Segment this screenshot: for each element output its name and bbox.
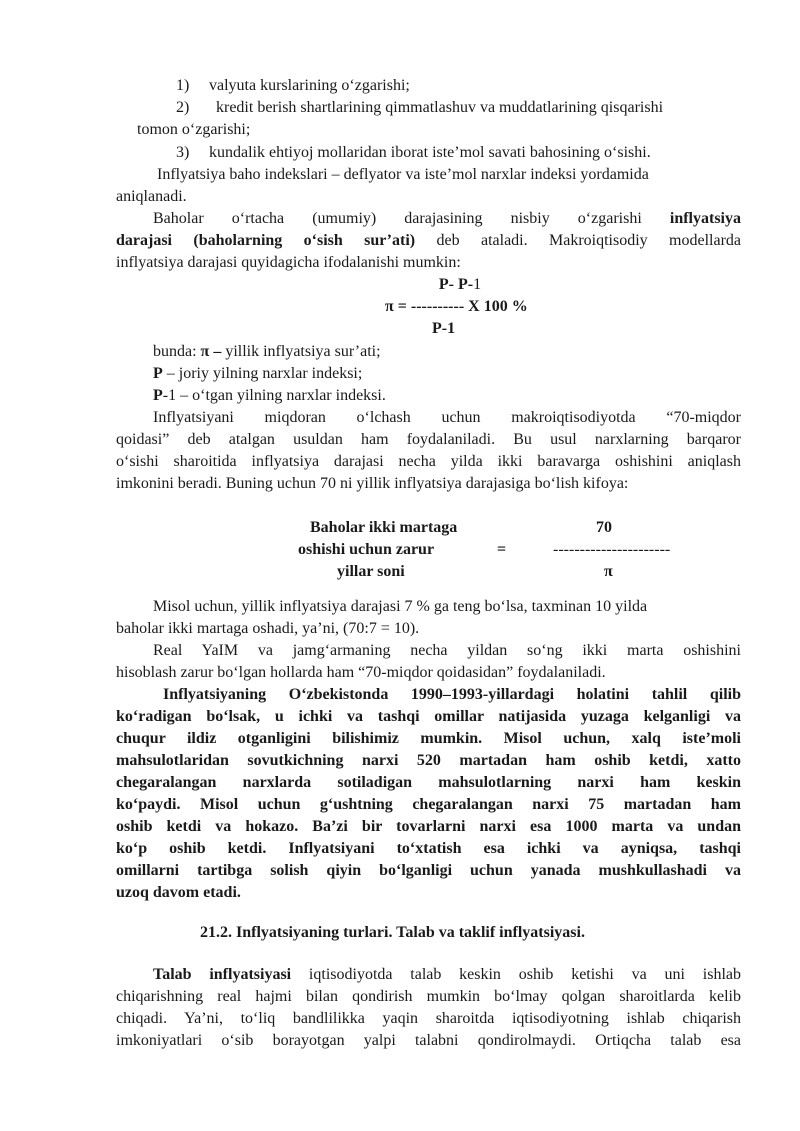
paragraph-3-line-3: o‘sishi sharoitida inflyatsiya darajasi necha yilda ikki baravarga oshishini aniqlash [116, 453, 741, 470]
list-item-2-number: 2) [176, 99, 190, 116]
paragraph-2-text: Baholar o‘rtacha (umumiy) darajasining nisbiy o‘zgarishi [153, 210, 670, 227]
list-item-1-number: 1) [176, 77, 190, 94]
paragraph-3-line-4: imkonini beradi. Buning uchun 70 ni yillik inflyatsiya darajasiga bo‘lish kifoya: [116, 475, 629, 492]
paragraph-6-line-2: ko‘radigan bo‘lsak, u ichki va tashqi omillar natijasida yuzaga kelganligi va [116, 708, 741, 725]
formula-2-fraction-line: ---------------------- [553, 541, 671, 558]
paragraph-7-line-1 [153, 964, 741, 986]
paragraph-1-line-2: aniqlanadi. [116, 188, 187, 205]
list-item-1-text: valyuta kurslarining o‘zgarishi; [209, 77, 410, 94]
paragraph-6-line-1: Inflyatsiyaning O‘zbekistonda 1990–1993-yillardagi holatini tahlil qilib [163, 686, 741, 703]
inflation-rate-term: darajasi (baholarning o‘sish sur’ati) [116, 232, 416, 249]
formula-1-numerator-bold: P- P- [438, 276, 474, 293]
p-1-symbol: P [153, 387, 163, 404]
definition-p-1-text: -1 – o‘tgan yilning narxlar indeksi. [162, 387, 386, 404]
paragraph-6-line-9: omillarni tartibga solish qiyin bo‘lganligi uchun yanada mushkullashadi va [116, 862, 741, 879]
paragraph-5-line-2: hisoblash zarur bo‘lgan hollarda ham “70-miqdor qoidasidan” foydalaniladi. [116, 664, 606, 681]
formula-2-left-line-2: oshishi uchun zarur [298, 541, 435, 558]
paragraph-7-text: iqtisodiyotda talab keskin oshib ketishi va uni ishlab [291, 966, 741, 983]
paragraph-2-line-1 [153, 208, 741, 230]
list-item-3-text: kundalik ehtiyoj mollaridan iborat iste’mol savati bahosining o‘sishi. [209, 144, 651, 161]
list-item-3-number: 3) [176, 144, 190, 161]
paragraph-6-line-4: mahsulotlaridan sovutkichning narxi 520 martadan ham oshib ketdi, xatto [116, 752, 741, 769]
paragraph-2-line-2 [116, 230, 741, 252]
formula-2-equals: = [497, 541, 507, 558]
formula-1-numerator [380, 274, 540, 296]
section-heading: 21.2. Inflyatsiyaning turlari. Talab va taklif inflyatsiyasi. [200, 924, 585, 941]
inflation-term: inflyatsiya [669, 210, 741, 227]
paragraph-3-line-1: Inflyatsiyani miqdoran o‘lchash uchun makroiqtisodiyotda “70-miqdor [153, 409, 741, 426]
paragraph-4-line-2: baholar ikki martaga oshadi, ya’ni, (70:7 = 10). [116, 620, 420, 637]
definition-p-text: – joriy yilning narxlar indeksi; [162, 365, 363, 382]
paragraph-2-line-3: inflyatsiya darajasi quyidagicha ifodalanishi mumkin: [116, 254, 461, 271]
demand-inflation-term: Talab inflyatsiyasi [153, 966, 292, 983]
paragraph-4-line-1: Misol uchun, yillik inflyatsiya darajasi 7 % ga teng bo‘lsa, taxminan 10 yilda [153, 598, 648, 615]
list-item-2-continuation: tomon o‘zgarishi; [137, 121, 251, 138]
definition-p [153, 363, 362, 385]
paragraph-6-line-10: uzoq davom etadi. [116, 884, 241, 901]
definition-pi [153, 341, 381, 363]
paragraph-7-line-2: chiqarishning real hajmi bilan qondirish mumkin bo‘lmay qolgan sharoitlarda kelib [116, 988, 741, 1005]
formula-2-left-line-3: yillar soni [337, 563, 405, 580]
pi-symbol: π – [200, 343, 222, 360]
formula-1-denominator: P-1 [432, 320, 456, 337]
formula-2-numerator: 70 [596, 519, 612, 536]
paragraph-6-line-5: chegaralangan narxlarda sotiladigan mahsulotlarning narxi ham keskin [116, 774, 741, 791]
paragraph-6-line-8: ko‘p oshib ketdi. Inflyatsiyani to‘xtatish esa ichki va ayniqsa, tashqi [116, 840, 741, 857]
paragraph-7-line-4: imkoniyatlari o‘sib borayotgan yalpi talabni qondirolmaydi. Ortiqcha talab esa [116, 1032, 741, 1049]
paragraph-3-line-2: qoidasi” deb atalgan usuldan ham foydalaniladi. Bu usul narxlarning barqaror [116, 431, 741, 448]
paragraph-1-line-1: Inflyatsiya baho indekslari – deflyator va iste’mol narxlar indeksi yordamida [157, 166, 649, 183]
paragraph-5-line-1: Real YaIM va jamg‘armaning necha yildan so‘ng ikki marta oshishini [153, 642, 741, 659]
list-item-2-text: kredit berish shartlarining qimmatlashuv va muddatlarining qisqarishi [216, 99, 664, 116]
paragraph-6-line-3: chuqur ildiz otganligini bilishimiz mumkin. Misol uchun, xalq iste’moli [116, 730, 741, 747]
definition-p-1 [153, 385, 386, 407]
formula-1-numerator-rest: 1 [473, 276, 482, 293]
formula-1-expression: π = ---------- X 100 % [385, 298, 528, 315]
paragraph-7-line-3: chiqadi. Ya’ni, to‘liq bandlilikka yaqin sharoitda iqtisodiyotning ishlab chiqarish [116, 1010, 741, 1027]
formula-2-left-line-1: Baholar ikki martaga [310, 519, 458, 536]
formula-2-denominator: π [604, 563, 613, 580]
paragraph-2-text-cont: deb ataladi. Makroiqtisodiy modellarda [415, 232, 742, 249]
paragraph-6-line-6: ko‘paydi. Misol uchun g‘ushtning chegaralangan narxi 75 martadan ham [116, 796, 741, 813]
definition-pi-text: yillik inflyatsiya sur’ati; [221, 343, 381, 360]
paragraph-6-line-7: oshib ketdi va hokazo. Ba’zi bir tovarlarni narxi esa 1000 marta va undan [116, 818, 741, 835]
definition-label: bunda: [153, 343, 201, 360]
p-symbol: P [153, 365, 163, 382]
